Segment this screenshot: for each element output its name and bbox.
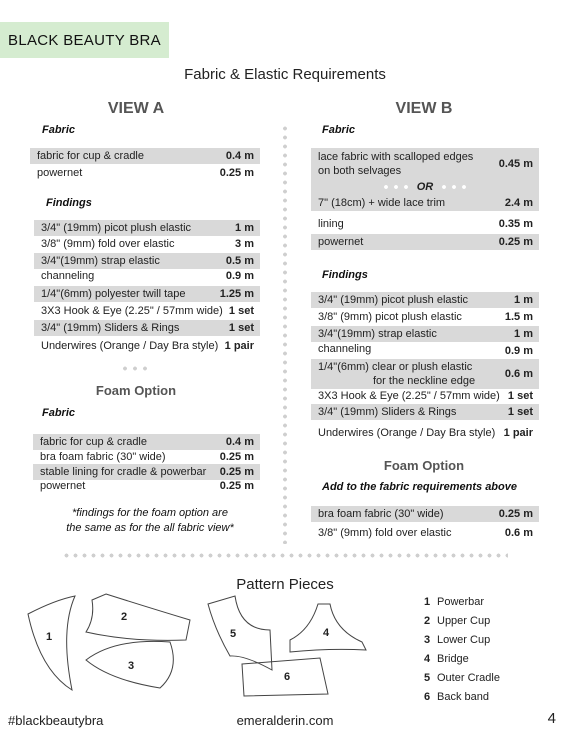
legend-name: Back band bbox=[437, 690, 489, 703]
view-a-findings-label: Findings bbox=[46, 197, 92, 209]
row-value: 0.6 m bbox=[504, 368, 533, 380]
row-value: 0.4 m bbox=[225, 150, 254, 162]
row-label-line-1: lace fabric with scalloped edges bbox=[318, 150, 474, 163]
row-value: 1 set bbox=[507, 390, 533, 402]
legend-name: Outer Cradle bbox=[437, 671, 500, 684]
row-label: fabric for cup & cradle bbox=[40, 436, 147, 448]
view-b-fabric-row bbox=[311, 195, 539, 211]
row-label: 3/4"(19mm) strap elastic bbox=[318, 328, 437, 340]
row-label: 1/4"(6mm) polyester twill tape bbox=[41, 288, 186, 300]
foam-note-line-1: *findings for the foam option are bbox=[72, 507, 228, 519]
outer-cradle-piece bbox=[208, 596, 272, 670]
row-label: 3/8" (9mm) fold over elastic bbox=[41, 238, 175, 250]
legend-number: 6 bbox=[424, 690, 431, 703]
legend-item bbox=[424, 649, 500, 668]
piece-number: 4 bbox=[323, 627, 330, 639]
foam-note-line-2: the same as for the all fabric view* bbox=[66, 522, 234, 534]
view-a-findings-row bbox=[34, 236, 260, 252]
row-value: 0.25 m bbox=[219, 466, 254, 478]
row-label-line-2: for the neckline edge bbox=[373, 375, 476, 387]
view-b-foam-row bbox=[311, 525, 539, 541]
view-a-findings-row bbox=[34, 303, 260, 319]
row-label: 3X3 Hook & Eye (2.25" / 57mm wide) bbox=[41, 305, 223, 317]
piece-number: 5 bbox=[230, 628, 237, 640]
view-a-findings-row bbox=[34, 253, 260, 269]
legend-item bbox=[424, 668, 500, 687]
or-text: OR bbox=[416, 180, 434, 193]
row-value: 2.4 m bbox=[504, 197, 533, 209]
view-a-fabric-row bbox=[30, 165, 260, 181]
section-divider bbox=[120, 366, 150, 371]
view-b-findings-row bbox=[311, 388, 539, 404]
view-b-heading: VIEW B bbox=[395, 100, 453, 117]
view-b-findings-row bbox=[311, 425, 539, 441]
view-b-foam-row bbox=[311, 506, 539, 522]
row-value: 1 m bbox=[235, 222, 254, 234]
row-label-line-1: 1/4"(6mm) clear or plush elastic bbox=[318, 361, 473, 373]
page-number: 4 bbox=[547, 710, 556, 727]
piece-number: 6 bbox=[284, 671, 291, 683]
row-label: 3/8" (9mm) picot plush elastic bbox=[318, 311, 462, 323]
legend-number: 1 bbox=[424, 595, 431, 608]
row-label: 3/4" (19mm) picot plush elastic bbox=[41, 222, 192, 234]
or-dots-left bbox=[381, 185, 411, 189]
row-label: 3/4" (19mm) Sliders & Rings bbox=[318, 406, 457, 418]
view-b-findings-label: Findings bbox=[322, 269, 368, 281]
legend-item bbox=[424, 592, 500, 611]
row-value: 0.25 m bbox=[219, 451, 254, 463]
upper-cup-piece bbox=[86, 594, 190, 640]
pattern-pieces-legend bbox=[424, 592, 500, 706]
row-label: Underwires (Orange / Day Bra style) bbox=[318, 427, 496, 439]
row-label: 3/8" (9mm) fold over elastic bbox=[318, 527, 452, 539]
powerbar-piece bbox=[28, 596, 75, 690]
section-divider bbox=[62, 553, 508, 558]
row-value: 1 pair bbox=[503, 427, 533, 439]
row-label: fabric for cup & cradle bbox=[37, 150, 144, 162]
row-value: 0.6 m bbox=[504, 527, 533, 539]
pattern-pieces-title: Pattern Pieces bbox=[236, 576, 334, 593]
page-title: Fabric & Elastic Requirements bbox=[184, 66, 386, 83]
view-b-lace-row bbox=[311, 148, 539, 179]
row-label: bra foam fabric (30" wide) bbox=[40, 451, 166, 463]
row-label: bra foam fabric (30" wide) bbox=[318, 508, 444, 520]
piece-number: 1 bbox=[46, 631, 53, 643]
view-a-findings-row bbox=[34, 338, 260, 354]
view-b-foam-sub: Add to the fabric requirements above bbox=[322, 481, 517, 493]
row-label: powernet bbox=[37, 167, 83, 179]
or-separator bbox=[311, 178, 539, 195]
view-a-foam-row bbox=[33, 449, 260, 465]
row-label: Underwires (Orange / Day Bra style) bbox=[41, 340, 219, 352]
footer-website: emeralderin.com bbox=[236, 713, 334, 728]
row-value: 0.4 m bbox=[225, 436, 254, 448]
legend-number: 5 bbox=[424, 671, 431, 684]
row-value: 1 pair bbox=[224, 340, 254, 352]
row-value: 1 m bbox=[514, 294, 533, 306]
row-value: 3 m bbox=[235, 238, 254, 250]
piece-number: 2 bbox=[121, 611, 128, 623]
view-a-foam-fabric-label: Fabric bbox=[42, 407, 76, 419]
view-b-fabric-label: Fabric bbox=[322, 124, 356, 136]
row-label: channeling bbox=[41, 270, 95, 282]
row-value: 1 set bbox=[507, 406, 533, 418]
view-b-neckline-row bbox=[311, 359, 539, 389]
row-label bbox=[318, 150, 473, 178]
footer-hashtag: #blackbeautybra bbox=[8, 713, 104, 728]
view-b-findings-row bbox=[311, 341, 539, 357]
or-dots-right bbox=[439, 185, 469, 189]
legend-item bbox=[424, 687, 500, 706]
view-b-foam-heading: Foam Option bbox=[383, 458, 465, 473]
view-b-findings-row bbox=[311, 309, 539, 325]
row-label: channeling bbox=[318, 343, 372, 355]
view-a-foam-row bbox=[33, 434, 260, 450]
row-value: 0.25 m bbox=[219, 480, 254, 492]
row-label: 3/4"(19mm) strap elastic bbox=[41, 255, 160, 267]
view-a-findings-row bbox=[34, 320, 260, 336]
row-label: 7" (18cm) + wide lace trim bbox=[318, 197, 446, 209]
view-a-heading: VIEW A bbox=[107, 100, 165, 117]
row-label: 3/4" (19mm) Sliders & Rings bbox=[41, 322, 180, 334]
row-value: 1.5 m bbox=[504, 311, 533, 323]
view-a-findings-row bbox=[34, 286, 260, 302]
row-label bbox=[318, 360, 475, 388]
legend-number: 3 bbox=[424, 633, 431, 646]
row-value: 0.35 m bbox=[498, 218, 533, 230]
row-label-line-2: on both selvages bbox=[318, 164, 402, 177]
row-value: 0.9 m bbox=[504, 345, 533, 357]
column-divider bbox=[283, 124, 287, 544]
row-label: powernet bbox=[40, 480, 86, 492]
row-label: 3X3 Hook & Eye (2.25" / 57mm wide) bbox=[318, 390, 500, 402]
view-a-findings-row bbox=[34, 220, 260, 236]
row-label: stable lining for cradle & powerbar bbox=[40, 466, 207, 478]
legend-name: Bridge bbox=[437, 652, 469, 665]
view-a-fabric-row bbox=[30, 148, 260, 164]
view-a-foam-heading: Foam Option bbox=[95, 383, 177, 398]
row-value: 1 m bbox=[514, 328, 533, 340]
row-value: 0.25 m bbox=[219, 167, 254, 179]
legend-name: Upper Cup bbox=[437, 614, 491, 627]
legend-item bbox=[424, 611, 500, 630]
view-b-findings-row bbox=[311, 292, 539, 308]
row-value: 0.5 m bbox=[225, 255, 254, 267]
view-b-findings-row bbox=[311, 326, 539, 342]
view-a-findings-row bbox=[34, 268, 260, 284]
row-value: 0.25 m bbox=[498, 236, 533, 248]
legend-item bbox=[424, 630, 500, 649]
row-value: 0.9 m bbox=[225, 270, 254, 282]
row-value: 1 set bbox=[228, 305, 254, 317]
row-label: lining bbox=[318, 218, 344, 230]
row-label: 3/4" (19mm) picot plush elastic bbox=[318, 294, 469, 306]
view-b-fabric-row bbox=[311, 234, 539, 250]
view-b-findings-row bbox=[311, 404, 539, 420]
legend-name: Powerbar bbox=[437, 595, 485, 608]
row-value: 0.25 m bbox=[498, 508, 533, 520]
row-value: 1 set bbox=[228, 322, 254, 334]
row-label: powernet bbox=[318, 236, 364, 248]
legend-number: 4 bbox=[424, 652, 431, 665]
row-value: 1.25 m bbox=[219, 288, 254, 300]
view-a-foam-row bbox=[33, 478, 260, 494]
view-a-fabric-label: Fabric bbox=[42, 124, 76, 136]
row-value: 0.45 m bbox=[498, 157, 533, 170]
legend-name: Lower Cup bbox=[437, 633, 491, 646]
pattern-pieces-diagram bbox=[0, 590, 400, 700]
legend-number: 2 bbox=[424, 614, 431, 627]
title-banner: BLACK BEAUTY BRA bbox=[0, 22, 169, 58]
piece-number: 3 bbox=[128, 660, 135, 672]
view-b-fabric-row bbox=[311, 216, 539, 232]
